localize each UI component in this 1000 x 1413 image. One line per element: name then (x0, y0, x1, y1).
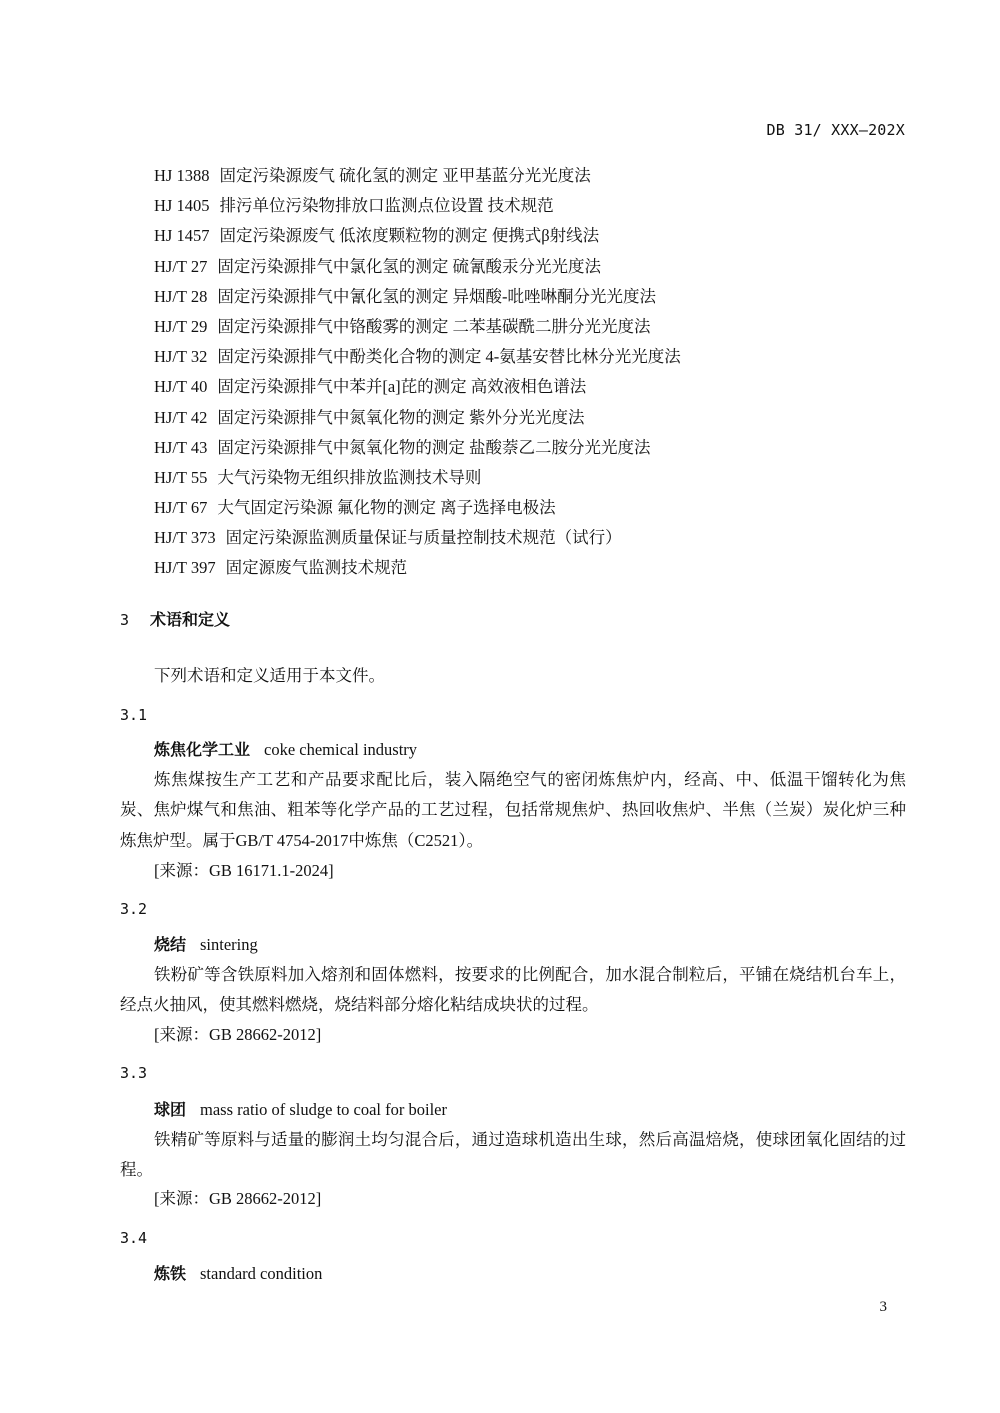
reference-item (154, 282, 914, 312)
reference-code: HJ/T 28 (154, 286, 208, 306)
term-source: [来源：GB 28662-2012] (154, 1189, 322, 1208)
term-definition: 炼焦煤按生产工艺和产品要求配比后，装入隔绝空气的密闭炼焦炉内，经高、中、低温干馏转化为焦炭、焦炉煤气和焦油、粗苯等化学产品的工艺过程，包括常规焦炉、热回收焦炉、半焦（兰炭）炭化炉三种炼焦炉型。属于GB/T 4754-2017中炼焦（C2521）。 (120, 770, 906, 850)
term-en: standard condition (200, 1264, 323, 1283)
section-intro: 下列术语和定义适用于本文件。 (154, 666, 385, 685)
reference-code: HJ/T 43 (154, 437, 208, 457)
reference-item (154, 403, 914, 433)
section-heading (120, 606, 230, 634)
reference-code: HJ/T 397 (154, 558, 216, 578)
term-title (154, 931, 258, 959)
term-en: coke chemical industry (264, 740, 418, 759)
reference-item (154, 523, 914, 553)
reference-code: HJ 1405 (154, 196, 210, 216)
term-number: 3.3 (120, 1064, 148, 1082)
reference-title: 大气污染物无组织排放监测技术导则 (217, 467, 482, 487)
reference-item (154, 433, 914, 463)
page-number: 3 (879, 1299, 887, 1315)
reference-item (154, 553, 914, 583)
term-number: 3.4 (120, 1229, 148, 1247)
term-definition: 铁精矿等原料与适量的膨润土均匀混合后，通过造球机造出生球，然后高温焙烧，使球团氧化固结的过程。 (120, 1130, 906, 1180)
reference-title: 固定污染源排气中苯并[a]芘的测定 高效液相色谱法 (217, 377, 587, 397)
reference-item (154, 221, 914, 251)
reference-code: HJ 1457 (154, 226, 210, 246)
reference-item (154, 252, 914, 282)
reference-item (154, 372, 914, 402)
reference-code: HJ/T 55 (154, 467, 208, 487)
reference-title: 大气固定污染源 氟化物的测定 离子选择电极法 (217, 498, 556, 518)
reference-item (154, 463, 914, 493)
reference-title: 固定源废气监测技术规范 (225, 558, 408, 578)
reference-item (154, 342, 914, 372)
reference-title: 固定污染源废气 硫化氢的测定 亚甲基蓝分光光度法 (219, 166, 591, 185)
term-en: mass ratio of sludge to coal for boiler (200, 1100, 447, 1119)
term-source: [来源：GB 16171.1-2024] (154, 861, 334, 880)
section-number: 3 (120, 611, 130, 629)
reference-title: 固定污染源废气 低浓度颗粒物的测定 便携式β射线法 (219, 226, 600, 246)
normative-reference-list (154, 161, 914, 584)
reference-item (154, 161, 914, 191)
section-title: 术语和定义 (150, 610, 231, 629)
term-zh: 烧结 (154, 935, 187, 954)
reference-item (154, 312, 914, 342)
reference-code: HJ/T 29 (154, 316, 208, 336)
reference-code: HJ/T 32 (154, 347, 208, 367)
term-title (154, 1260, 322, 1288)
term-zh: 炼焦化学工业 (154, 740, 251, 759)
term-title (154, 736, 417, 764)
term-zh: 球团 (154, 1100, 187, 1119)
reference-code: HJ/T 27 (154, 256, 208, 276)
term-title (154, 1096, 447, 1124)
reference-title: 固定污染源排气中氯化氢的测定 硫氰酸汞分光光度法 (217, 256, 601, 276)
document-number: DB 31/ XXX—202X (766, 121, 905, 139)
reference-title: 固定污染源排气中氮氧化物的测定 紫外分光光度法 (217, 407, 585, 427)
reference-code: HJ/T 40 (154, 377, 208, 397)
reference-title: 固定污染源排气中氰化氢的测定 异烟酸-吡唑啉酮分光光度法 (217, 286, 656, 306)
reference-item (154, 191, 914, 221)
term-zh: 炼铁 (154, 1264, 187, 1283)
term-number: 3.1 (120, 706, 148, 724)
term-definition: 铁粉矿等含铁原料加入熔剂和固体燃料，按要求的比例配合，加水混合制粒后，平铺在烧结机台车上，经点火抽风，使其燃料燃烧，烧结料部分熔化粘结成块状的过程。 (120, 965, 906, 1015)
reference-title: 固定污染源排气中铬酸雾的测定 二苯基碳酰二肼分光光度法 (217, 316, 651, 336)
reference-title: 排污单位污染物排放口监测点位设置 技术规范 (219, 196, 554, 216)
term-source: [来源：GB 28662-2012] (154, 1025, 322, 1044)
reference-code: HJ/T 373 (154, 528, 216, 548)
term-en: sintering (200, 935, 258, 954)
reference-code: HJ 1388 (154, 166, 210, 185)
reference-item (154, 493, 914, 523)
term-number: 3.2 (120, 900, 148, 918)
reference-title: 固定污染源监测质量保证与质量控制技术规范（试行） (225, 528, 622, 548)
reference-code: HJ/T 67 (154, 498, 208, 518)
reference-title: 固定污染源排气中酚类化合物的测定 4-氨基安替比林分光光度法 (217, 347, 681, 367)
reference-title: 固定污染源排气中氮氧化物的测定 盐酸萘乙二胺分光光度法 (217, 437, 651, 457)
reference-code: HJ/T 42 (154, 407, 208, 427)
